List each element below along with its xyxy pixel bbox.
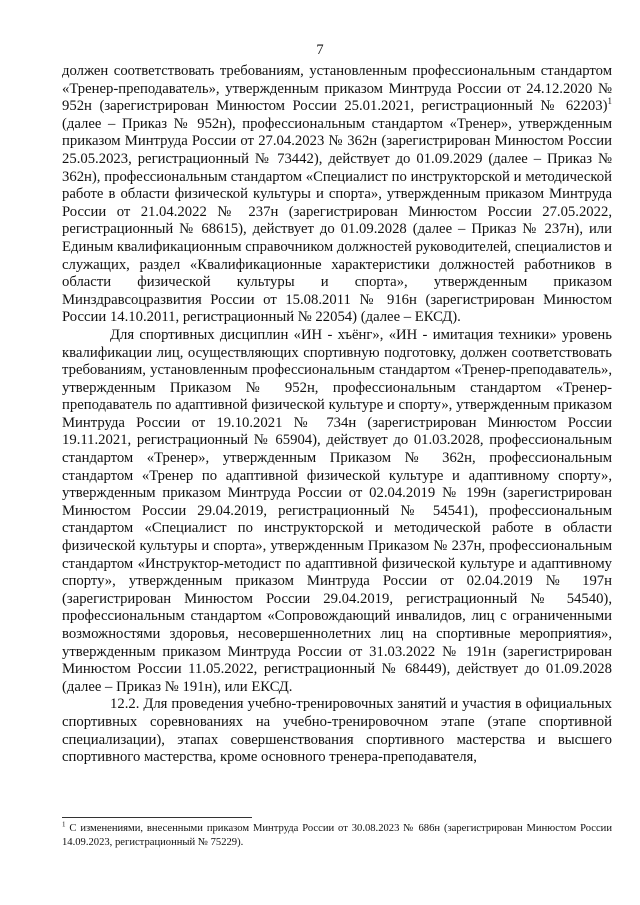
paragraph-text-continued: (далее – Приказ № 952н), профессиональным стандартом «Тренер», утвержденным приказом Минтруда России от 27.04.2023 № 362н (зарегистрирован Минюстом России 25.05.2023, регистрационный № 73442), действует до 01.09.2029 (далее – Приказ № 362н), профессиональным стандартом «Специалист по инструкторской и методической работе в области физической культуры и спорта», утвержденным приказом Минтруда России от 21.04.2022 № 237н (зарегистрирован Минюстом России 27.05.2022, регистрационный № 68615), действует до 01.09.2028 (далее – Приказ № 237н), или Единым квалификационным справочником должностей руководителей, специалистов и служащих, раздел «Квалификационные характеристики должностей работников в области физической культуры и спорта», утвержденным приказом Минздравсоцразвития России от 15.08.2011 № 916н (зарегистрирован Минюстом России 14.10.2011, регистрационный № 22054) (далее – ЕКСД). — [62, 115, 612, 326]
paragraph-text: должен соответствовать требованиям, установленным профессиональным стандартом «Тренер-преподаватель», утвержденным приказом Минтруда России от 24.12.2020 № 952н (зарегистрирован Минюстом России 25.01.2021, регистрационный № 62203) — [62, 63, 612, 115]
document-body — [62, 63, 612, 767]
paragraph-disciplines: Для спортивных дисциплин «ИН - хъёнг», «ИН - имитация техники» уровень квалификации лиц, осуществляющих спортивную подготовку, должен соответствовать требованиям, установленным профессиональным стандартом «Тренер-преподаватель», утвержденным Приказом № 952н, профессиональным стандартом «Тренер-преподаватель по адаптивной физической культуре и спорту», утвержденным приказом Минтруда России от 19.10.2021 № 734н (зарегистрирован Минюстом России 19.11.2021, регистрационный № 65904), действует до 01.03.2028, профессиональным стандартом «Тренер», утвержденным Приказом № 362н, профессиональным стандартом «Тренер по адаптивной физической культуре и адаптивному спорту», утвержденным приказом Минтруда России от 02.04.2019 № 199н (зарегистрирован Минюстом России 29.04.2019, регистрационный № 54541), профессиональным стандартом «Специалист по инструкторской и методической работе в области физической культуры и спорта», утвержденным Приказом № 237н, профессиональным стандартом «Инструктор-методист по адаптивной физической культуре и адаптивному спорту», утвержденным приказом Минтруда России от 02.04.2019 № 197н (зарегистрирован Минюстом России 29.04.2019, регистрационный № 54540), профессиональным стандартом «Сопровождающий инвалидов, лиц с ограниченными возможностями здоровья, несовершеннолетних лиц на спортивные мероприятия», утвержденным приказом Минтруда России от 31.03.2022 № 191н (зарегистрирован Минюстом России 11.05.2022, регистрационный № 68449), действует до 01.09.2028 (далее – Приказ № 191н), или ЕКСД. — [62, 326, 612, 695]
footnote-divider — [62, 817, 252, 818]
paragraph-12-2: 12.2. Для проведения учебно-тренировочных занятий и участия в официальных спортивных соревнованиях на учебно-тренировочном этапе (этапе спортивной специализации), этапах совершенствования спортивного мастерства и высшего спортивного мастерства, кроме основного тренера-преподавателя, — [62, 696, 612, 766]
footnote-reference: 1 — [607, 96, 612, 107]
page-number: 7 — [316, 42, 324, 58]
footnote-text: С изменениями, внесенными приказом Минтруда России от 30.08.2023 № 686н (зарегистрирован Минюстом России 14.09.2023, регистрационный № 75229). — [62, 823, 612, 848]
footnote-mark: 1 — [62, 820, 66, 829]
paragraph-qualification-requirements — [62, 63, 612, 327]
footnote — [62, 822, 612, 849]
